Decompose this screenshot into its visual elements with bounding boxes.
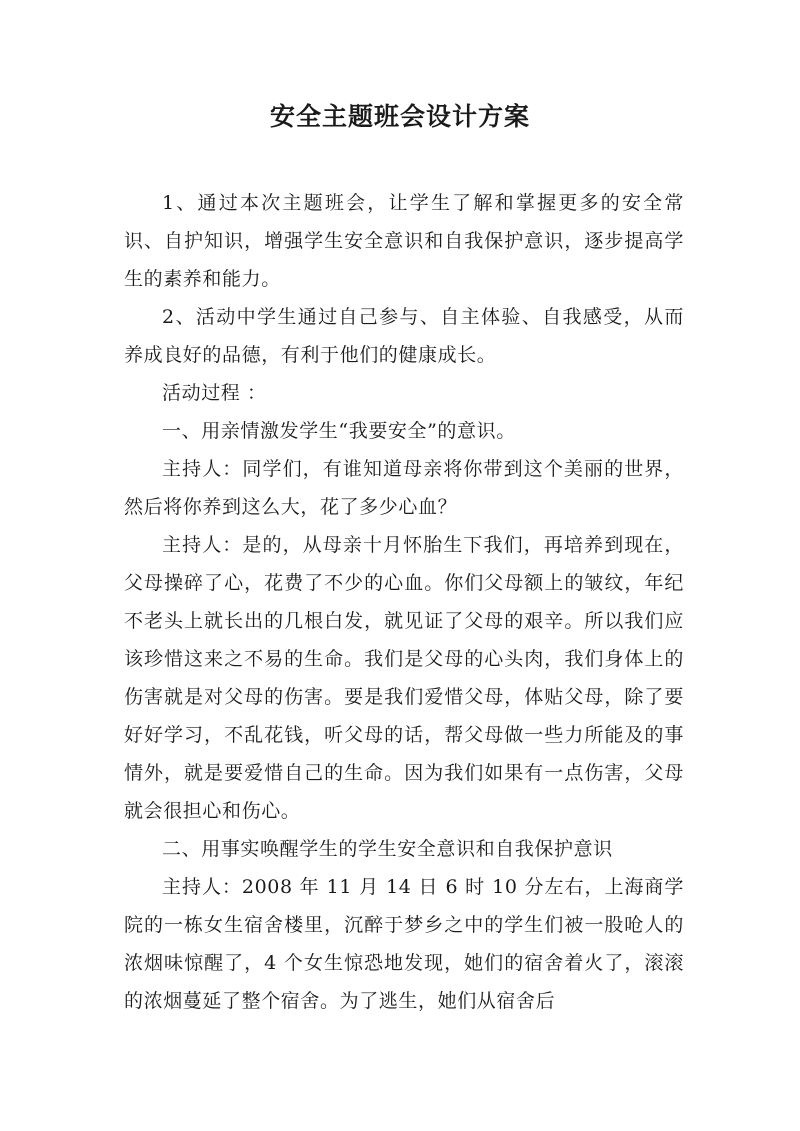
paragraph-host-case: 主持人：2008 年 11 月 14 日 6 时 10 分左右，上海商学院的一栋女生宿舍楼里，沉醉于梦乡之中的学生们被一股呛人的浓烟味惊醒了，4 个女生惊恐地发现，她们的宿舍着火了，滚滚的浓烟蔓延了整个宿舍。为了逃生，她们从宿舍后 xyxy=(124,876,684,1012)
paragraph-section-1-heading: 一、用亲情激发学生“我要安全”的意识。 xyxy=(162,420,516,442)
paragraph-section-2-heading: 二、用事实唤醒学生的学生安全意识和自我保护意识 xyxy=(162,838,613,860)
paragraph-objective-2: 2、活动中学生通过自己参与、自主体验、自我感受，从而养成良好的品德，有利于他们的健康成长。 xyxy=(124,306,684,366)
document-title: 安全主题班会设计方案 xyxy=(269,102,530,131)
paragraph-host-answer: 主持人：是的，从母亲十月怀胎生下我们，再培养到现在，父母操碎了心，花费了不少的心血。你们父母额上的皱纹，年纪不老头上就长出的几根白发，就见证了父母的艰辛。所以我们应该珍惜这来之不易的生命。我们是父母的心头肉，我们身体上的伤害就是对父母的伤害。要是我们爱惜父母，体贴父母，除了要好好学习，不乱花钱，听父母的话，帮父母做一些力所能及的事情外，就是要爱惜自己的生命。因为我们如果有一点伤害，父母就会很担心和伤心。 xyxy=(124,534,684,822)
paragraph-objective-1: 1、通过本次主题班会，让学生了解和掌握更多的安全常识、自护知识，增强学生安全意识和自我保护意识，逐步提高学生的素养和能力。 xyxy=(124,192,684,290)
paragraph-activity-heading: 活动过程 ： xyxy=(162,382,267,404)
paragraph-host-question: 主持人：同学们，有谁知道母亲将你带到这个美丽的世界，然后将你养到这么大，花了多少心血？ xyxy=(124,458,684,518)
document-body xyxy=(124,184,684,1020)
